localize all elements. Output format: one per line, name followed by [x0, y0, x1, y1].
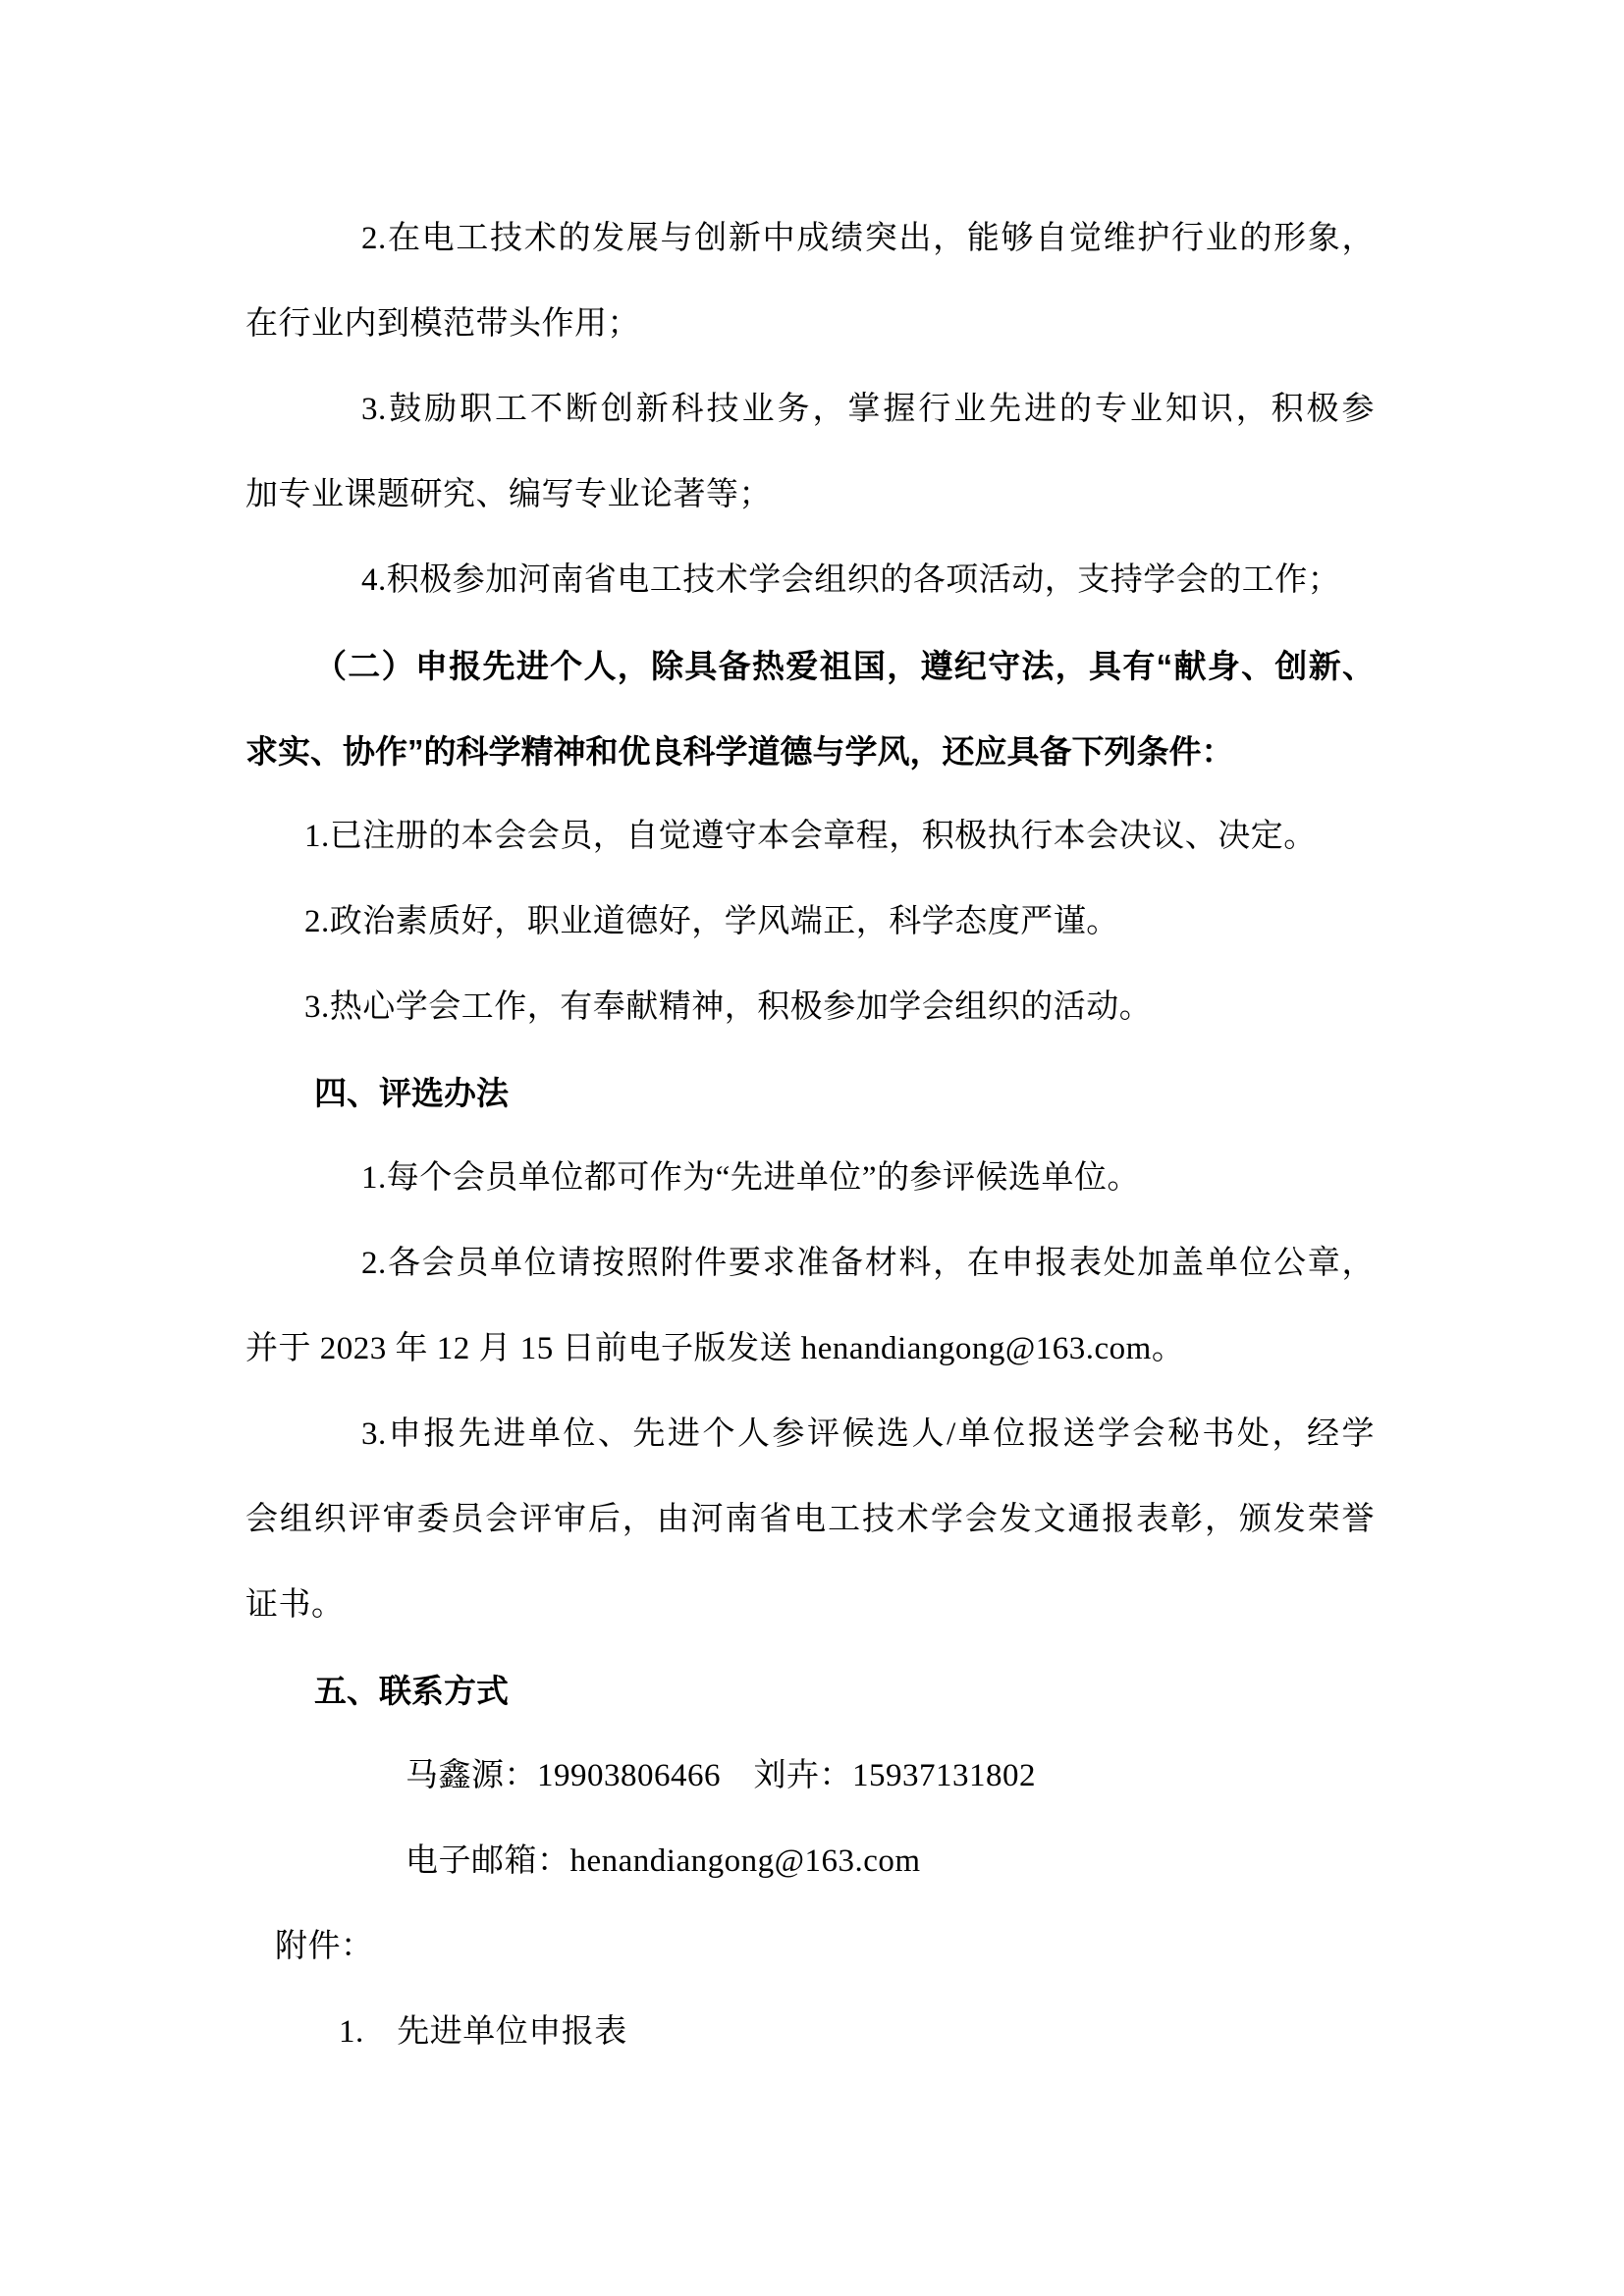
document-text-block [245, 196, 1375, 2075]
selection-item-2-line-1: 2.各会员单位请按照附件要求准备材料，在申报表处加盖单位公章， [361, 1246, 1375, 1281]
contact-phones-line: 马鑫源：19903806466 刘卉：15937131802 [406, 1758, 1036, 1793]
paragraph-item-3-line-2: 加专业课题研究、编写专业论著等； [245, 477, 772, 512]
individual-criteria-item-2: 2.政治素质好，职业道德好，学风端正，科学态度严谨。 [304, 904, 1119, 939]
attachments-label: 附件： [275, 1929, 374, 1964]
heading-section-4-selection-method: 四、评选办法 [314, 1075, 509, 1111]
individual-criteria-item-3: 3.热心学会工作，有奉献精神，积极参加学会组织的活动。 [304, 989, 1153, 1025]
heading-section-2-individuals-line-2: 求实、协作”的科学精神和优良科学道德与学风，还应具备下列条件： [245, 733, 1234, 770]
paragraph-item-3-line-1: 3.鼓励职工不断创新科技业务，掌握行业先进的专业知识，积极参 [361, 392, 1375, 427]
selection-item-3-line-2: 会组织评审委员会评审后，由河南省电工技术学会发文通报表彰，颁发荣誉 [245, 1502, 1375, 1537]
selection-item-1: 1.每个会员单位都可作为“先进单位”的参评候选单位。 [361, 1160, 1141, 1196]
individual-criteria-item-1: 1.已注册的本会会员，自觉遵守本会章程，积极执行本会决议、决定。 [304, 819, 1317, 854]
heading-section-5-contact: 五、联系方式 [314, 1673, 509, 1709]
paragraph-item-4: 4.积极参加河南省电工技术学会组织的各项活动，支持学会的工作； [361, 562, 1341, 598]
paragraph-item-2-line-2: 在行业内到模范带头作用； [245, 306, 640, 342]
selection-item-2-line-2: 并于 2023 年 12 月 15 日前电子版发送 henandiangong@163.com。 [245, 1331, 1185, 1366]
selection-item-3-line-1: 3.申报先进单位、先进个人参评候选人/单位报送学会秘书处，经学 [361, 1416, 1375, 1452]
heading-section-2-individuals-line-1: （二）申报先进个人，除具备热爱祖国，遵纪守法，具有“献身、创新、 [314, 648, 1375, 684]
contact-email-line: 电子邮箱：henandiangong@163.com [406, 1843, 921, 1879]
selection-item-3-line-3: 证书。 [245, 1587, 345, 1623]
attachment-item-1: 1. 先进单位申报表 [339, 2014, 627, 2050]
paragraph-item-2-line-1: 2.在电工技术的发展与创新中成绩突出，能够自觉维护行业的形象， [361, 221, 1375, 256]
